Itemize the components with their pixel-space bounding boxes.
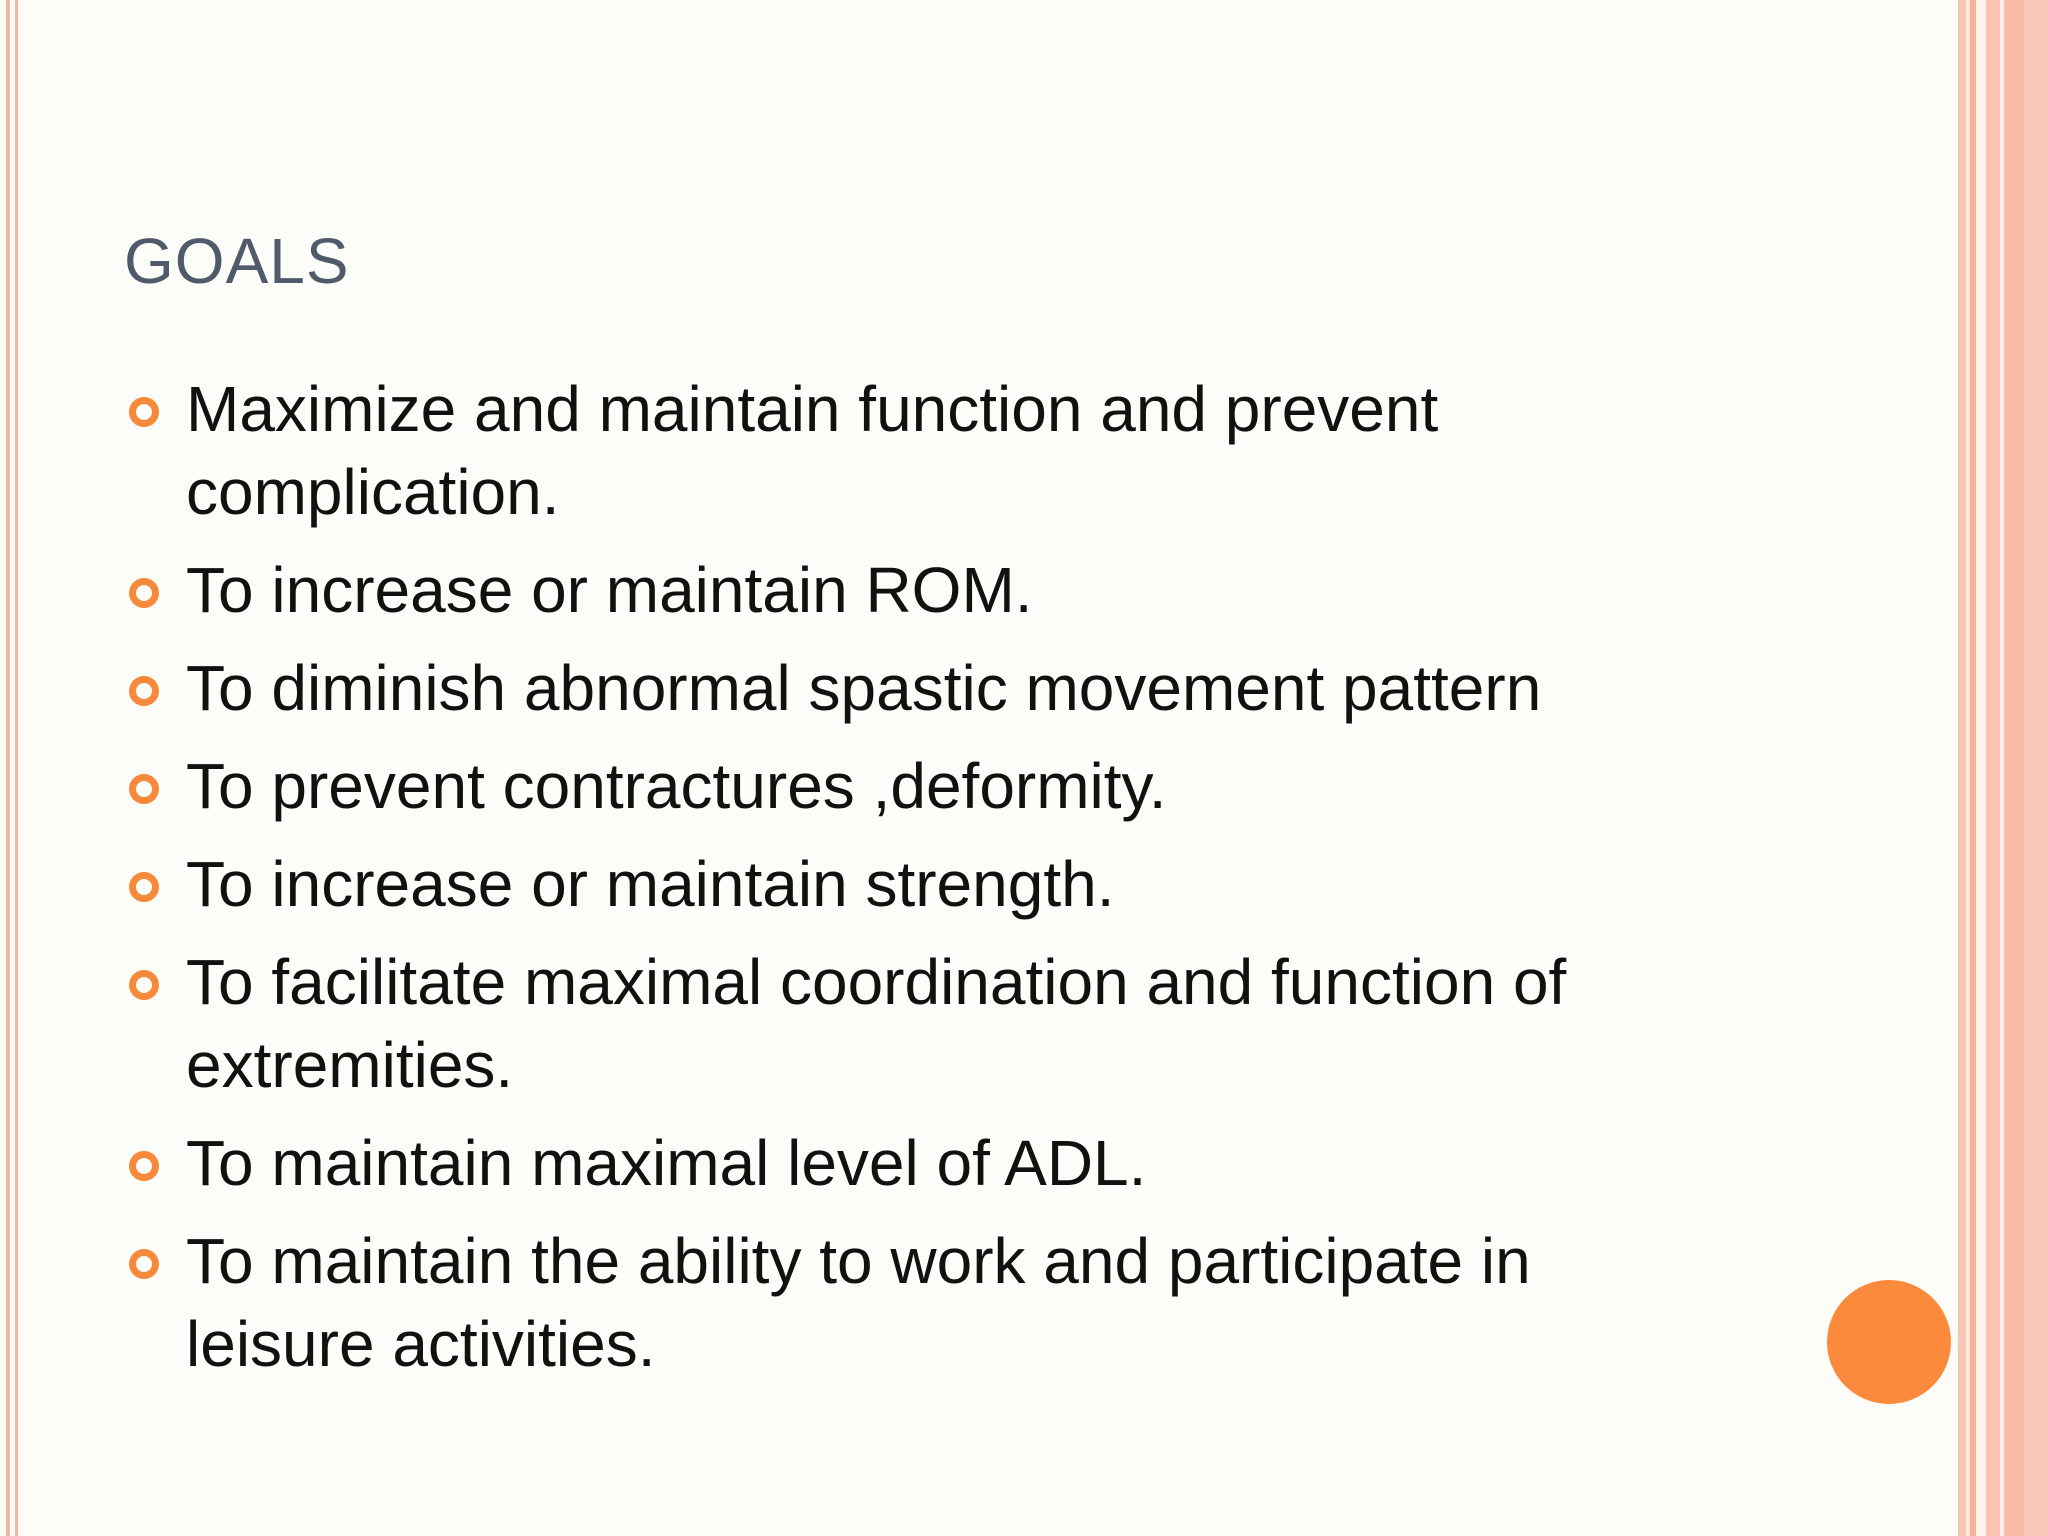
goal-item	[126, 843, 1726, 926]
goals-list	[126, 368, 1726, 1401]
goal-text: To increase or maintain ROM.	[186, 554, 1033, 626]
slide-title: GOALS	[124, 225, 350, 297]
bullet-circle-icon	[129, 578, 159, 608]
goal-item	[126, 368, 1726, 534]
bullet-circle-icon	[129, 1249, 159, 1279]
right-border-band	[1986, 0, 2000, 1536]
bullet-circle-icon	[129, 676, 159, 706]
bullet-circle-icon	[129, 970, 159, 1000]
bullet-circle-icon	[129, 774, 159, 804]
left-border-stripe	[15, 0, 18, 1536]
right-border-band	[1958, 0, 1966, 1536]
right-border-band	[2024, 0, 2048, 1536]
goal-text: To increase or maintain strength.	[186, 848, 1115, 920]
orange-circle-accent-icon	[1827, 1280, 1951, 1404]
right-border-band	[2004, 0, 2024, 1536]
goal-text: To diminish abnormal spastic movement pattern	[186, 652, 1542, 724]
goal-item	[126, 745, 1726, 828]
left-border-stripe	[6, 0, 10, 1536]
goal-item	[126, 1122, 1726, 1205]
bullet-circle-icon	[129, 1151, 159, 1181]
goal-item	[126, 647, 1726, 730]
goal-item	[126, 941, 1726, 1107]
goal-item	[126, 1220, 1726, 1386]
goal-text: Maximize and maintain function and prevent complication.	[186, 373, 1439, 528]
bullet-circle-icon	[129, 872, 159, 902]
goal-text: To maintain the ability to work and participate in leisure activities.	[186, 1225, 1531, 1380]
goal-text: To facilitate maximal coordination and function of extremities.	[186, 946, 1567, 1101]
goal-text: To maintain maximal level of ADL.	[186, 1127, 1147, 1199]
goal-item	[126, 549, 1726, 632]
goal-text: To prevent contractures ,deformity.	[186, 750, 1167, 822]
bullet-circle-icon	[129, 397, 159, 427]
right-border-band	[1976, 0, 1986, 1536]
